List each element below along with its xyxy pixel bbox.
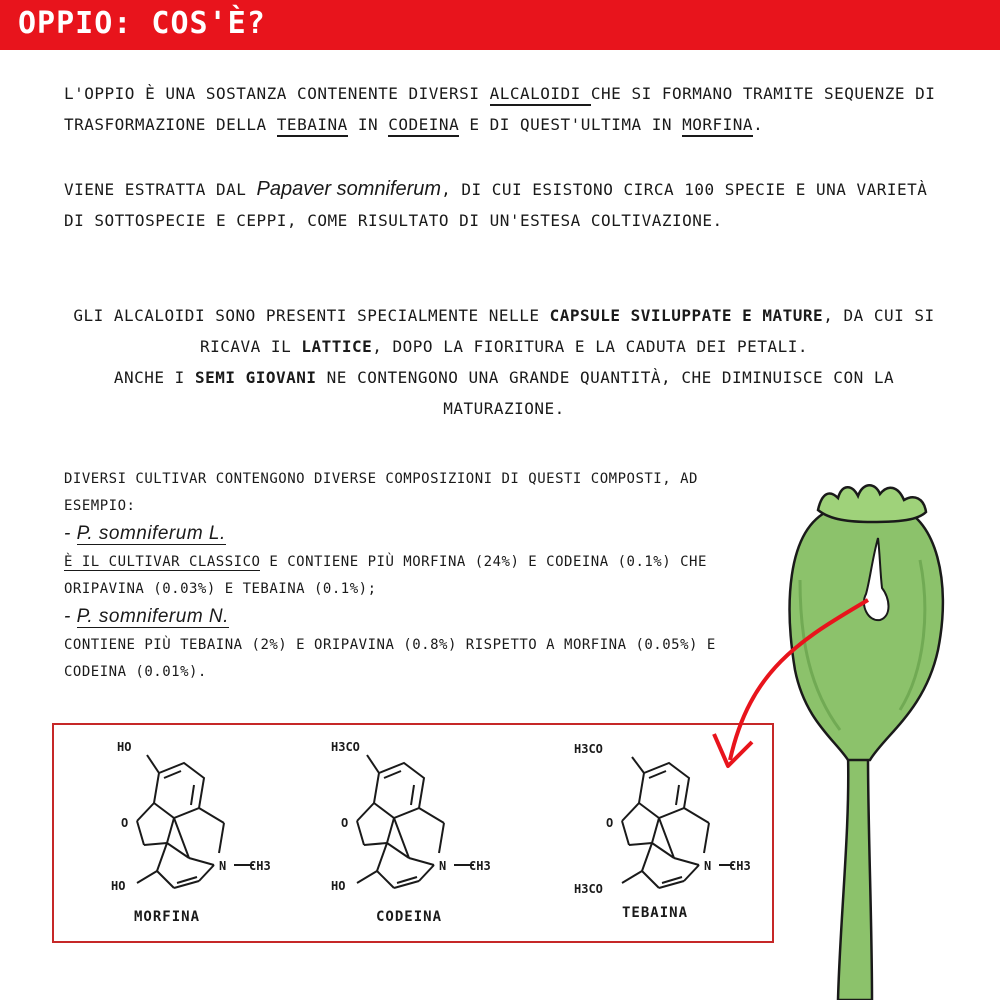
poppy-capsule-illustration	[700, 470, 1000, 1000]
intro-text: IN	[347, 115, 389, 134]
molecule-label-tebaina: TEBAINA	[622, 905, 689, 921]
chemical-structures-box	[52, 723, 774, 943]
stem-icon	[838, 755, 872, 1000]
svg-text:CH3: CH3	[729, 859, 751, 873]
dash: -	[64, 523, 77, 544]
intro-text: .	[753, 115, 764, 134]
alkaloids-text: , DOPO LA FIORITURA E LA CADUTA DEI PETALI.	[372, 337, 808, 356]
svg-text:N: N	[439, 859, 447, 873]
molecule-morfina	[89, 733, 279, 918]
alkaloids-text: GLI ALCALOIDI SONO PRESENTI SPECIALMENTE NELLE	[73, 306, 550, 325]
term-tebaina: TEBAINA	[277, 115, 348, 137]
intro-text: CHE SI FORMANO TRAMITE SEQUENZE DI TRASFORMAZIONE DELLA	[64, 84, 936, 134]
alkaloids-text: ANCHE I	[113, 368, 195, 387]
svg-text:O: O	[341, 816, 349, 830]
svg-text:H3CO: H3CO	[331, 740, 360, 754]
term-lattice: LATTICE	[301, 337, 373, 356]
alkaloids-text: , DA CUI SI RICAVA IL	[200, 306, 935, 356]
term-semi-giovani: SEMI GIOVANI	[194, 368, 317, 387]
cultivar-2-name: P. somniferum N.	[76, 606, 229, 627]
intro-paragraph-2	[64, 174, 944, 236]
svg-text:CH3: CH3	[249, 859, 271, 873]
morfina-structure-icon	[89, 733, 279, 913]
cultivar-2-description	[64, 632, 754, 686]
term-morfina: MORFINA	[682, 115, 753, 137]
molecule-codeina	[309, 733, 509, 918]
svg-text:N: N	[704, 859, 712, 873]
cultivar-2-text: (2%) E ORIPAVINA (0.8%) RISPETTO A MORFINA (0.05%) E CODEINA (0.01%).	[64, 637, 716, 680]
intro-text: VIENE ESTRATTA DAL	[64, 180, 257, 199]
crown-icon	[818, 485, 926, 522]
cultivar-classico: È IL CULTIVAR CLASSICO	[64, 554, 261, 570]
molecule-label-codeina: CODEINA	[376, 909, 443, 925]
svg-text:H3CO: H3CO	[574, 742, 603, 756]
term-codeina: CODEINA	[388, 115, 459, 137]
alkaloids-text: NE CONTENGONO UNA GRANDE QUANTITÀ, CHE DIMINUISCE CON LA MATURAZIONE.	[316, 368, 895, 418]
svg-text:HO: HO	[331, 879, 346, 893]
dash: -	[64, 606, 77, 627]
intro-text: , DI CUI ESISTONO CIRCA 100 SPECIE E UNA VARIETÀ DI SOTTOSPECIE E CEPPI, COME RISULTATO DI UN'ESTESA COLTIVAZIONE.	[64, 180, 928, 230]
term-alcaloidi: ALCALOIDI	[490, 84, 591, 106]
term-capsule: CAPSULE SVILUPPATE E MATURE	[549, 306, 824, 325]
svg-text:H3CO: H3CO	[574, 882, 603, 896]
codeina-structure-icon	[309, 733, 509, 913]
svg-text:HO: HO	[111, 879, 126, 893]
svg-text:N: N	[219, 859, 227, 873]
molecule-label-morfina: MORFINA	[134, 909, 201, 925]
cultivar-1-name: P. somniferum L.	[76, 523, 226, 544]
cultivar-1-description	[64, 549, 754, 603]
species-name: Papaver somniferum	[256, 178, 442, 200]
cultivar-1-text: E CONTIENE PIÙ MORFINA (24%) E CODEINA (0.1%) CHE ORIPAVINA (0.03%) E TEBAINA (0.1%);	[64, 554, 707, 597]
intro-text: L'OPPIO È UNA SOSTANZA CONTENENTE DIVERSI	[64, 84, 490, 103]
cultivars-section	[64, 466, 754, 686]
cultivar-1	[64, 520, 754, 549]
page-title: OPPIO: COS'È?	[18, 6, 266, 41]
cultivars-intro: DIVERSI CULTIVAR CONTENGONO DIVERSE COMPOSIZIONI DI QUESTI COMPOSTI, AD ESEMPIO:	[64, 471, 698, 514]
svg-text:O: O	[606, 816, 614, 830]
alkaloids-paragraph	[64, 300, 944, 424]
header-bar	[0, 0, 1000, 50]
svg-text:CH3: CH3	[469, 859, 491, 873]
svg-text:O: O	[121, 816, 129, 830]
intro-text: E DI QUEST'ULTIMA IN	[459, 115, 683, 134]
svg-text:HO: HO	[117, 740, 132, 754]
cultivar-2-text: CONTIENE PIÙ TEBAINA	[64, 637, 252, 653]
intro-paragraph-1	[64, 78, 944, 140]
cultivar-2	[64, 603, 754, 632]
